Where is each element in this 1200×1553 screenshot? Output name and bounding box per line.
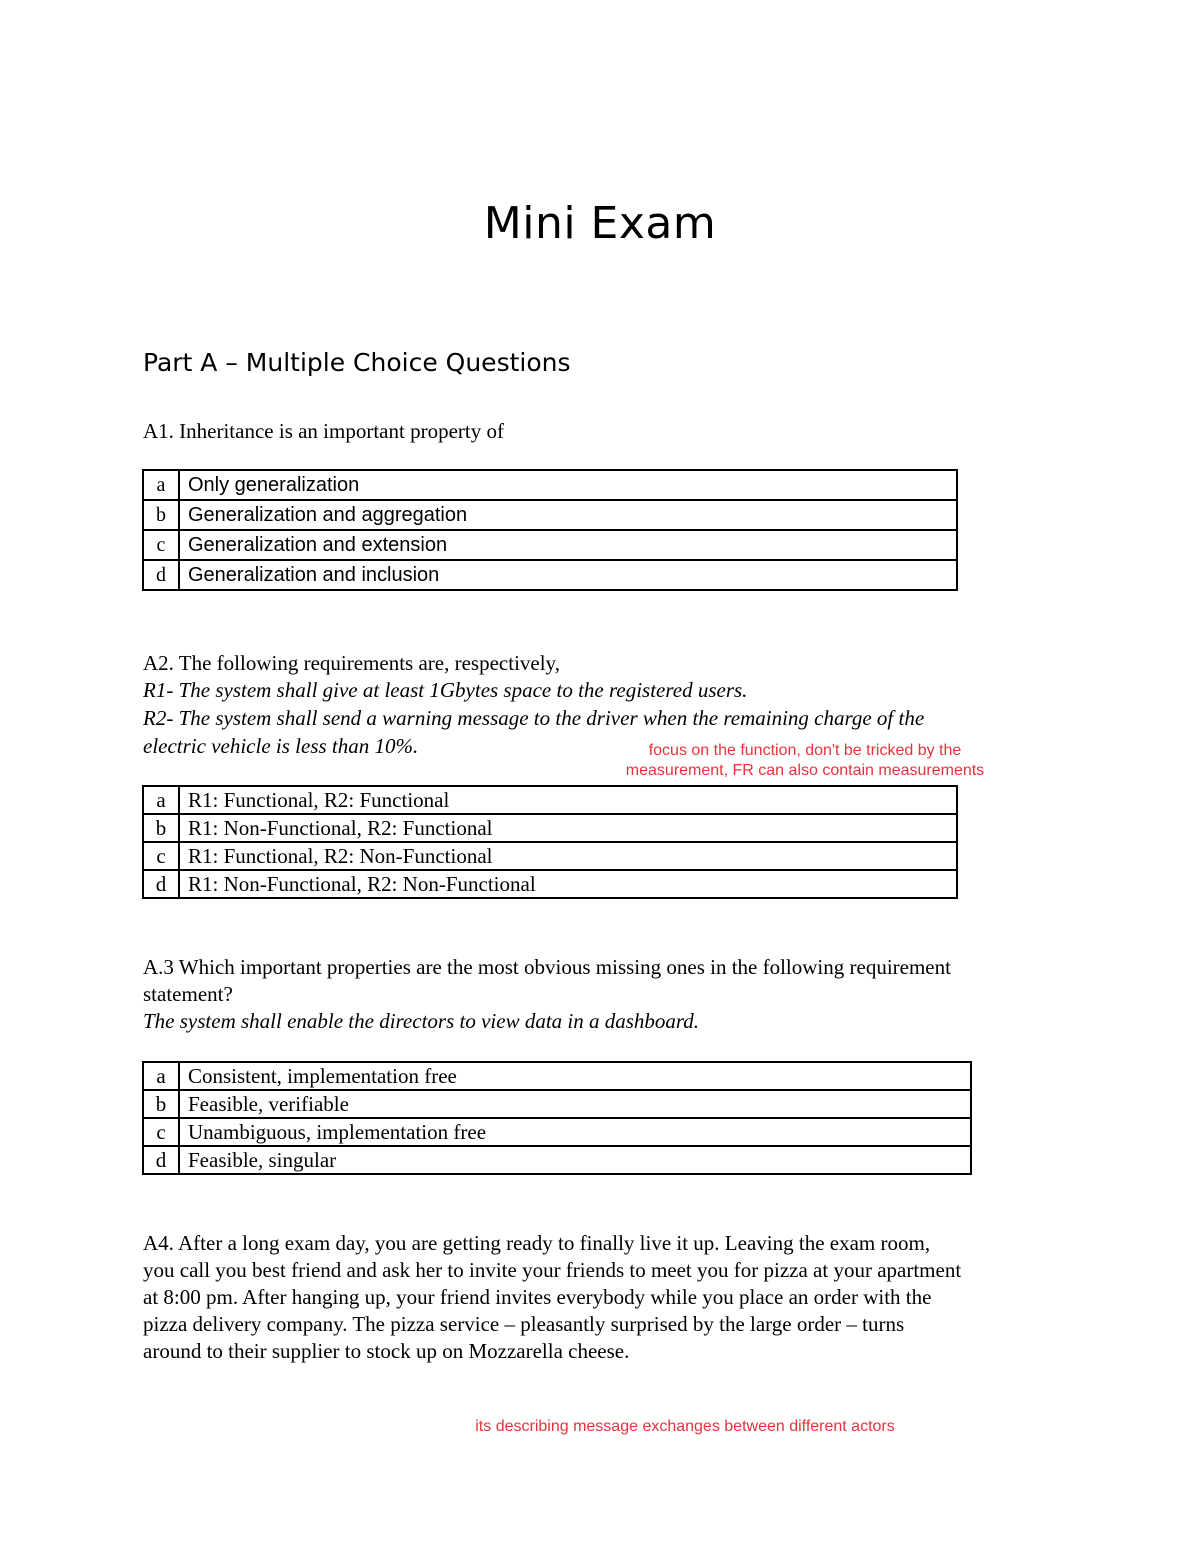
option-letter: a [143, 786, 179, 814]
option-letter: c [143, 1118, 179, 1146]
option-row-b[interactable] [143, 1090, 971, 1118]
option-letter: b [143, 500, 179, 530]
option-text: R1: Functional, R2: Functional [179, 786, 957, 814]
option-letter: c [143, 842, 179, 870]
question-a4-line-5: around to their supplier to stock up on Mozzarella cheese. [143, 1339, 630, 1363]
option-text: Feasible, singular [179, 1146, 971, 1174]
option-letter: a [143, 470, 179, 500]
question-a4-line-3: at 8:00 pm. After hanging up, your friend invites everybody while you place an order with the [143, 1285, 932, 1309]
option-row-c[interactable] [143, 842, 957, 870]
question-a3-prompt: A.3 Which important properties are the most obvious missing ones in the following requirement [143, 955, 951, 979]
requirement-r1: R1- The system shall give at least 1Gbytes space to the registered users. [143, 678, 748, 702]
option-text: Generalization and extension [179, 530, 957, 560]
option-text: Feasible, verifiable [179, 1090, 971, 1118]
section-heading: Part A – Multiple Choice Questions [143, 348, 571, 377]
option-row-b[interactable] [143, 500, 957, 530]
option-letter: d [143, 870, 179, 898]
option-row-b[interactable] [143, 814, 957, 842]
option-row-c[interactable] [143, 1118, 971, 1146]
note-line: measurement, FR can also contain measurements [625, 762, 985, 779]
option-letter: d [143, 1146, 179, 1174]
option-text: Generalization and aggregation [179, 500, 957, 530]
note-line: focus on the function, don't be tricked by the [648, 742, 962, 759]
option-text: R1: Functional, R2: Non-Functional [179, 842, 957, 870]
question-a4-line-2: you call you best friend and ask her to invite your friends to meet you for pizza at your apartment [143, 1258, 962, 1282]
question-a3-prompt-continued: statement? [143, 982, 233, 1006]
annotation-note-a4: its describing message exchanges between different actors [475, 1418, 895, 1435]
option-text: Generalization and inclusion [179, 560, 957, 590]
option-text: Unambiguous, implementation free [179, 1118, 971, 1146]
option-letter: a [143, 1062, 179, 1090]
option-letter: c [143, 530, 179, 560]
page-title: Mini Exam [483, 198, 717, 249]
option-row-d[interactable] [143, 1146, 971, 1174]
question-a1-prompt: A1. Inheritance is an important property of [143, 419, 504, 443]
requirement-r2-continued: electric vehicle is less than 10%. [143, 734, 419, 758]
option-row-d[interactable] [143, 560, 957, 590]
option-text: R1: Non-Functional, R2: Non-Functional [179, 870, 957, 898]
option-row-a[interactable] [143, 470, 957, 500]
question-a4-line-1: A4. After a long exam day, you are getting ready to finally live it up. Leaving the exam room, [143, 1231, 931, 1255]
option-text: Consistent, implementation free [179, 1062, 971, 1090]
option-text: R1: Non-Functional, R2: Functional [179, 814, 957, 842]
annotation-note-a2 [605, 741, 1005, 781]
question-a2-options [142, 785, 958, 899]
option-row-a[interactable] [143, 1062, 971, 1090]
question-a2-prompt: A2. The following requirements are, respectively, [143, 651, 560, 675]
option-row-a[interactable] [143, 786, 957, 814]
question-a1-options [142, 469, 958, 591]
option-letter: b [143, 1090, 179, 1118]
option-text: Only generalization [179, 470, 957, 500]
question-a3-options [142, 1061, 972, 1175]
requirement-r2: R2- The system shall send a warning message to the driver when the remaining charge of the [143, 706, 925, 730]
requirement-statement: The system shall enable the directors to view data in a dashboard. [143, 1009, 700, 1033]
option-row-c[interactable] [143, 530, 957, 560]
option-letter: d [143, 560, 179, 590]
question-a4-line-4: pizza delivery company. The pizza service – pleasantly surprised by the large order – turns [143, 1312, 905, 1336]
option-row-d[interactable] [143, 870, 957, 898]
option-letter: b [143, 814, 179, 842]
